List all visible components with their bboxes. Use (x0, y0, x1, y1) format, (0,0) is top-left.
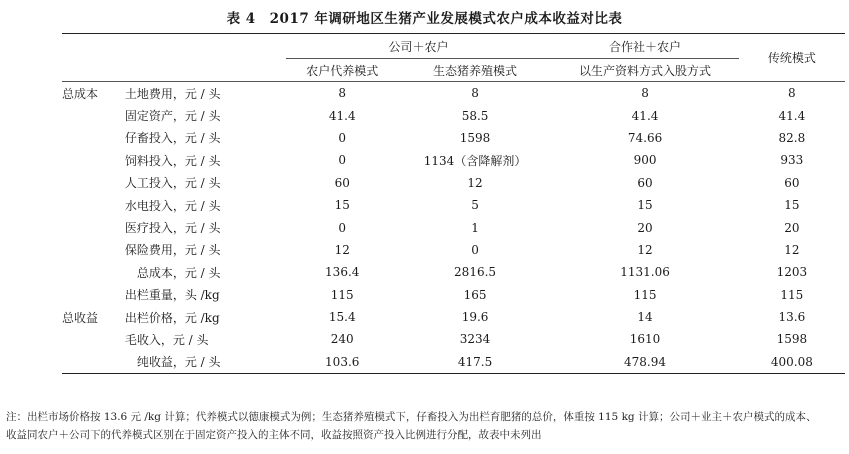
row-value-cell: 20 (637, 220, 653, 235)
table-row (62, 351, 845, 374)
row-value-cell: 8 (338, 86, 347, 101)
row-group-label (62, 239, 123, 261)
row-value-cell: 115 (780, 287, 804, 302)
row-item-label: 水电投入，元 / 头 (124, 198, 221, 213)
row-item-label: 固定资产，元 / 头 (124, 109, 221, 124)
row-value-cell: 15.4 (328, 310, 356, 325)
row-value-cell: 82.8 (778, 130, 806, 145)
row-value-cell: 1598 (776, 332, 808, 347)
header-traditional: 传统模式 (739, 34, 845, 82)
table-body (62, 82, 845, 374)
row-value-cell: 900 (633, 153, 657, 168)
row-item-label: 仔畜投入，元 / 头 (124, 131, 221, 146)
row-item-label: 总成本，元 / 头 (136, 265, 221, 280)
row-value-cell: 478.94 (624, 354, 667, 369)
header-sub-ecological: 生态猪养殖模式 (433, 63, 518, 78)
table-row (62, 149, 845, 171)
row-value-cell: 12 (637, 242, 653, 257)
row-item-label: 出栏重量，头 /kg (124, 288, 220, 303)
row-value-cell: 0 (338, 153, 347, 168)
row-value-cell: 1131.06 (620, 265, 670, 280)
row-value-cell: 8 (471, 86, 479, 101)
table-row (62, 284, 845, 306)
table-row (62, 104, 845, 126)
row-group-label (62, 284, 123, 306)
row-value-cell: 41.4 (778, 108, 806, 123)
table-title: 表 4 2017 年调研地区生猪产业发展模式农户成本收益对比表 (226, 11, 623, 27)
row-value-cell: 12 (334, 242, 350, 257)
row-value-cell: 41.4 (328, 108, 356, 123)
row-value-cell: 1203 (776, 265, 808, 280)
row-value-cell: 165 (463, 287, 487, 302)
row-value-cell: 74.66 (627, 130, 663, 145)
header-blank (123, 59, 286, 82)
row-value-cell: 13.6 (778, 310, 806, 325)
table-row (62, 127, 845, 149)
row-value-cell: 417.5 (457, 354, 493, 369)
header-sub-contract: 农户代养模式 (306, 63, 379, 78)
row-group-label (62, 194, 123, 216)
table-row (62, 306, 845, 328)
table-row (62, 172, 845, 194)
row-value-cell: 1 (471, 220, 479, 235)
table-note (6, 408, 846, 444)
row-value-cell: 240 (330, 332, 354, 347)
row-group-label: 总成本 (62, 86, 99, 101)
row-group-label (62, 351, 123, 374)
row-value-cell: 1134（含降解剂） (423, 153, 527, 168)
table-row (62, 216, 845, 238)
row-value-cell: 0 (471, 242, 479, 257)
row-value-cell: 19.6 (461, 310, 489, 325)
cost-benefit-table (62, 33, 845, 374)
row-value-cell: 8 (788, 86, 796, 101)
row-value-cell: 136.4 (325, 265, 360, 280)
row-group-label (62, 172, 123, 194)
table-row (62, 261, 845, 283)
header-group-company-farmer: 公司＋农户 (286, 34, 552, 59)
row-group-label (62, 104, 123, 126)
row-value-cell: 14 (637, 310, 653, 325)
row-item-label: 人工投入，元 / 头 (124, 176, 221, 191)
table-row (62, 328, 845, 350)
row-value-cell: 2816.5 (454, 265, 497, 280)
row-value-cell: 1610 (629, 332, 661, 347)
header-blank (123, 34, 286, 59)
table-row (62, 194, 845, 216)
row-group-label (62, 216, 123, 238)
row-value-cell: 12 (467, 175, 483, 190)
table-row (62, 82, 845, 105)
row-value-cell: 400.08 (770, 354, 813, 369)
row-item-label: 饲料投入，元 / 头 (124, 153, 221, 168)
row-item-label: 土地费用，元 / 头 (124, 86, 221, 101)
header-blank (62, 59, 123, 82)
row-value-cell: 3234 (459, 332, 491, 347)
row-value-cell: 15 (784, 198, 800, 213)
table-row (62, 239, 845, 261)
row-value-cell: 5 (471, 198, 479, 213)
row-value-cell: 1598 (459, 130, 491, 145)
row-item-label: 出栏价格，元 /kg (124, 310, 220, 325)
row-group-label (62, 261, 123, 283)
row-value-cell: 60 (334, 175, 350, 190)
row-value-cell: 58.5 (461, 108, 489, 123)
row-value-cell: 41.4 (631, 108, 659, 123)
row-value-cell: 933 (780, 153, 804, 168)
note-line: 注：出栏市场价格按 13.6 元 /kg 计算；代养模式以德康模式为例；生态猪养殖模式下，仔畜投入为出栏育肥猪的总价，体重按 115 kg 计算；公司＋业主＋农户模式的成本、 (6, 411, 817, 423)
row-value-cell: 15 (637, 198, 653, 213)
row-value-cell: 60 (784, 175, 800, 190)
row-value-cell: 8 (641, 86, 649, 101)
row-item-label: 医疗投入，元 / 头 (124, 221, 221, 236)
row-value-cell: 0 (338, 220, 347, 235)
row-group-label: 总收益 (62, 310, 99, 325)
header-sub-share: 以生产资料方式入股方式 (579, 63, 712, 78)
row-value-cell: 0 (338, 130, 347, 145)
row-value-cell: 115 (633, 287, 657, 302)
row-group-label (62, 328, 123, 350)
row-value-cell: 12 (784, 242, 800, 257)
row-item-label: 毛收入，元 / 头 (124, 332, 209, 347)
note-line: 收益同农户＋公司下的代养模式区别在于固定资产投入的主体不同，收益按照资产投入比例进行分配，故表中未列出 (6, 429, 542, 441)
row-value-cell: 20 (784, 220, 800, 235)
row-value-cell: 103.6 (325, 354, 360, 369)
row-group-label (62, 149, 123, 171)
row-item-label: 保险费用，元 / 头 (124, 243, 221, 258)
header-blank (62, 34, 123, 59)
row-group-label (62, 127, 123, 149)
row-item-label: 纯收益，元 / 头 (136, 355, 221, 370)
row-value-cell: 115 (330, 287, 354, 302)
header-group-coop-farmer: 合作社＋农户 (551, 34, 738, 59)
row-value-cell: 60 (637, 175, 653, 190)
row-value-cell: 15 (334, 198, 350, 213)
